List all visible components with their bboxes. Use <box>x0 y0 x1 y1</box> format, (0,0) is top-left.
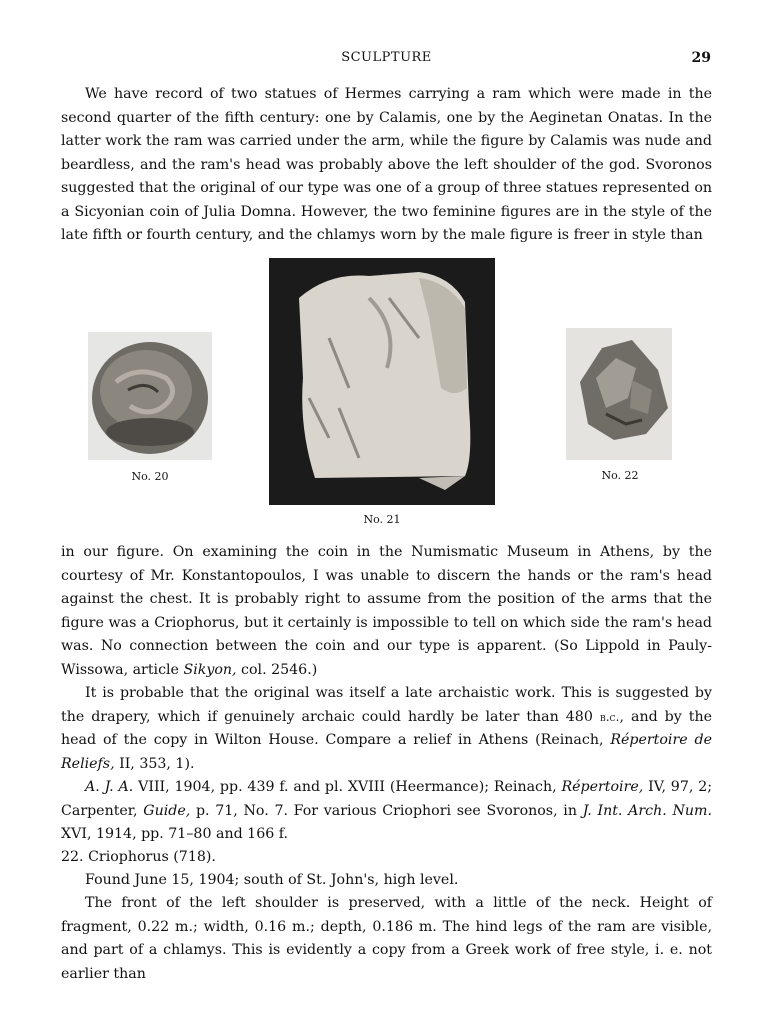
ref-c: p. 71, No. 7. For various Criophori see Svoronos, in <box>190 802 583 819</box>
ref-b: IV, 97, 2; Carpenter, <box>61 779 712 819</box>
caption-no-20: No. 20 <box>131 470 169 483</box>
paragraph-2 <box>61 541 712 682</box>
paragraph-3-italic: Répertoire de Reliefs, <box>61 732 712 772</box>
ref-jian: J. Int. Arch. Num. <box>582 802 712 819</box>
figure-22-image <box>566 328 672 460</box>
ref-aja: A. J. A. <box>85 779 134 795</box>
paragraph-1: We have record of two statues of Hermes carrying a ram which were made in the second quarter of the fifth century: one by Calamis, one by the Aeginetan Onatas. In the latter work the ram was carried under the arm, while the figure by Calamis was nude and beardless, and the ram's head was probably above the left shoulder of the god. Svoronos suggested that the original of our type was one of a group of three statues represented on a Sicyonian coin of Julia Domna. However, the two feminine figures are in the style of the late fifth or fourth century, and the chlamys worn by the male figure is freer in style than <box>61 86 712 243</box>
caption-no-21: No. 21 <box>363 513 401 526</box>
running-title: SCULPTURE <box>341 50 432 65</box>
paragraph-3-a: It is probable that the original was itself a late archaistic work. This is suggested by the drapery, which if genuinely archaic could hardly be later than 480 <box>61 685 712 725</box>
paragraph-3 <box>61 682 712 776</box>
paragraph-3-c: II, 353, 1). <box>114 755 195 772</box>
ref-d: XVI, 1914, pp. 71–80 and 166 f. <box>61 826 289 842</box>
entry-heading: 22. Criophorus (718). <box>61 849 216 865</box>
ref-a: VIII, 1904, pp. 439 f. and pl. XVIII (Heermance); Reinach, <box>133 779 562 795</box>
figure-20-image <box>88 332 212 460</box>
paragraph-3-b: , and by the head of the copy in Wilton House. Compare a relief in Athens (Reinach, <box>61 708 712 748</box>
last-paragraph: The front of the left shoulder is preserved, with a little of the neck. Height of fragment, 0.22 m.; width, 0.16 m.; depth, 0.186 m. The hind legs of the ram are visible, and part of a chlamys. This is evidently a copy from a Greek work of free style, i. e. not earlier than <box>61 895 712 982</box>
paragraph-3-bc: b.c. <box>599 709 620 724</box>
paragraph-2-tail: col. 2546.) <box>236 661 318 678</box>
caption-no-22: No. 22 <box>601 469 639 482</box>
found-line: Found June 15, 1904; south of St. John's, high level. <box>85 872 459 888</box>
references-paragraph <box>61 776 712 847</box>
figure-21-image <box>269 258 495 505</box>
paragraph-2-italic: Sikyon, <box>183 661 237 678</box>
paragraph-2-text: in our figure. On examining the coin in the Numismatic Museum in Athens, by the courtesy of Mr. Konstantopoulos, I was unable to discern the hands or the ram's head against the chest. It is probably right to assume from the position of the arms that the figure was a Criophorus, but it certainly is impossible to tell on which side the ram's head was. No connection between the coin and our type is apparent. (So Lippold in Pauly-Wissowa, article <box>61 544 712 678</box>
ref-repertoire: Répertoire, <box>561 779 644 795</box>
page-header <box>0 50 773 70</box>
ref-guide: Guide, <box>143 802 191 819</box>
page-number: 29 <box>691 50 711 66</box>
